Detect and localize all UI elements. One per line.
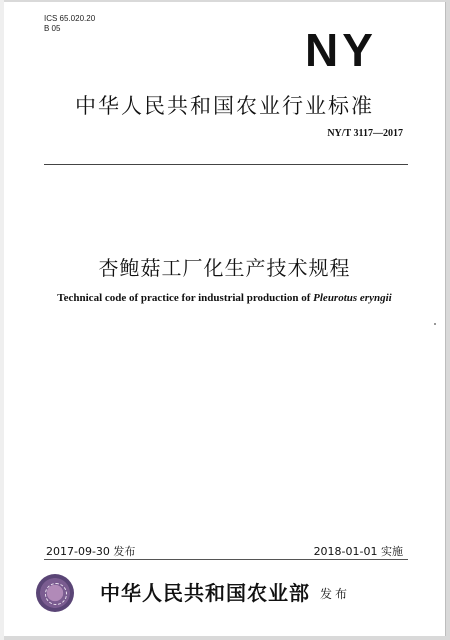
title-en-prefix: Technical code of practice for industrial production of xyxy=(57,292,314,304)
ccs-code: B 05 xyxy=(44,24,61,33)
ministry-seal-icon xyxy=(36,574,74,612)
footer-divider xyxy=(44,559,408,560)
ics-code: ICS 65.020.20 xyxy=(44,14,96,23)
document-title-cn: 杏鲍菇工厂化生产技术规程 xyxy=(98,256,351,280)
classification-codes xyxy=(44,14,95,34)
document-page xyxy=(4,2,446,636)
ny-logo: NY xyxy=(305,24,377,76)
implementation-date: 2018-01-01 实施 xyxy=(313,545,403,558)
title-en-species: Pleurotus eryngii xyxy=(313,292,392,304)
scan-speck xyxy=(434,323,436,325)
standard-category-title: 中华人民共和国农业行业标准 xyxy=(75,94,374,118)
document-title-en xyxy=(4,292,445,304)
issue-date: 2017-09-30 发布 xyxy=(46,545,136,558)
publish-label: 发布 xyxy=(320,587,351,601)
standard-number: NY/T 3117—2017 xyxy=(327,128,403,139)
publisher-name: 中华人民共和国农业部 xyxy=(100,581,310,605)
header-divider xyxy=(44,164,408,165)
